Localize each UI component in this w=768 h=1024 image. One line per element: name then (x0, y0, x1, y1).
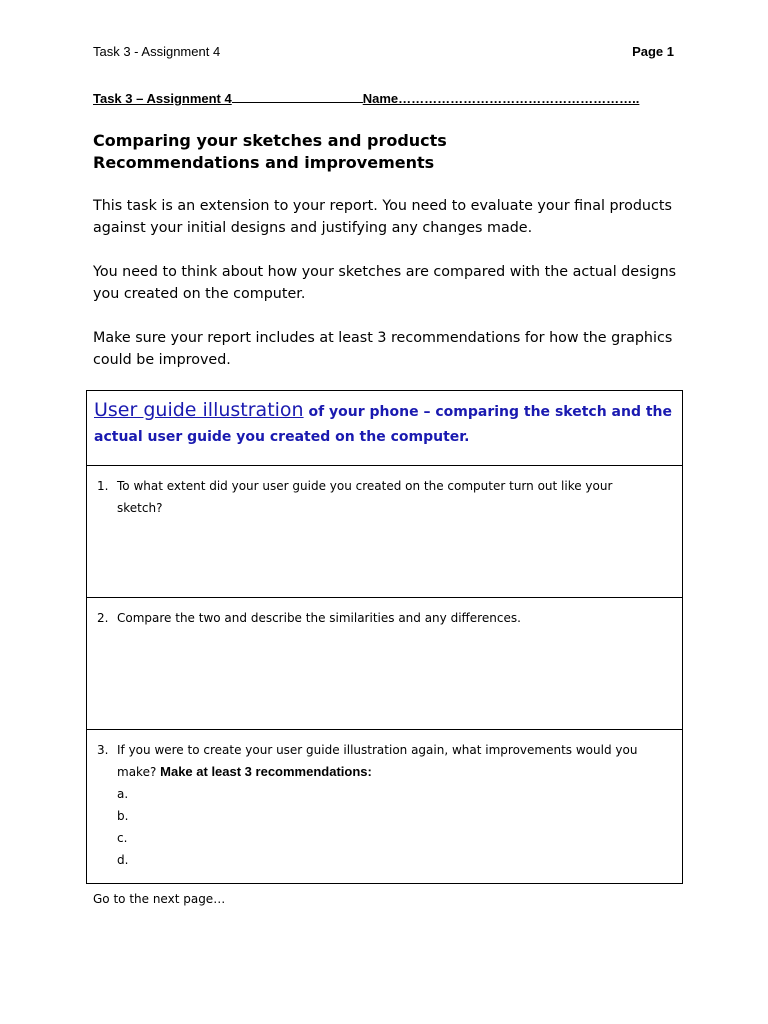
question-3-cell[interactable] (87, 730, 683, 884)
q1-text: To what extent did your user guide you created on the computer turn out like your (117, 479, 613, 493)
heading-recommendations: Recommendations and improvements (93, 153, 435, 172)
q3-text: If you were to create your user guide illustration again, what improvements would you (117, 743, 638, 757)
blank-underline (232, 90, 363, 103)
q1-text-line2: sketch? (117, 501, 163, 515)
list-item-d: d. (117, 853, 129, 867)
task-label: Task 3 – Assignment 4 (93, 91, 232, 106)
title-part2: of your phone – comparing the (303, 404, 555, 420)
heading-comparing: Comparing your sketches and products (93, 131, 447, 150)
list-item-b: b. (117, 809, 129, 823)
list-item-c: c. (117, 831, 128, 845)
q2-text: Compare the two and describe the similarities and any differences. (117, 611, 521, 625)
question-2-cell[interactable] (87, 598, 683, 730)
footer-next-page: Go to the next page… (93, 892, 226, 906)
recommendations-paragraph: Make sure your report includes at least 3 recommendations for how the graphics could be improved. (93, 330, 673, 368)
table-title-cell (87, 391, 683, 466)
name-line (93, 90, 639, 106)
sketch-paragraph: You need to think about how your sketches are compared with the actual designs you created on the computer. (93, 264, 677, 302)
q3-bold-instruction: Make at least 3 recommendations: (160, 764, 372, 779)
q1-number: 1. (97, 479, 109, 493)
name-field: Name……………………………………………….. (362, 91, 640, 106)
title-sketch: sketch (554, 404, 607, 420)
title-part5: you created on the computer. (231, 429, 470, 445)
list-item-a: a. (117, 787, 129, 801)
page-headings (93, 130, 447, 174)
header-page-number: Page 1 (632, 44, 674, 59)
intro-paragraph: This task is an extension to your report. You need to evaluate your final products against your initial designs and justifying any changes made. (93, 198, 672, 236)
question-1-cell[interactable] (87, 466, 683, 598)
header-left: Task 3 - Assignment 4 (93, 44, 221, 59)
title-user-guide: User guide illustration (94, 399, 304, 421)
q2-number: 2. (97, 611, 109, 625)
question-table (86, 390, 683, 884)
q3-number: 3. (97, 743, 109, 757)
title-actual-user-guide: actual user guide (94, 429, 232, 445)
title-part3: and the (606, 404, 673, 420)
q3-text-line2: make? (117, 765, 161, 779)
